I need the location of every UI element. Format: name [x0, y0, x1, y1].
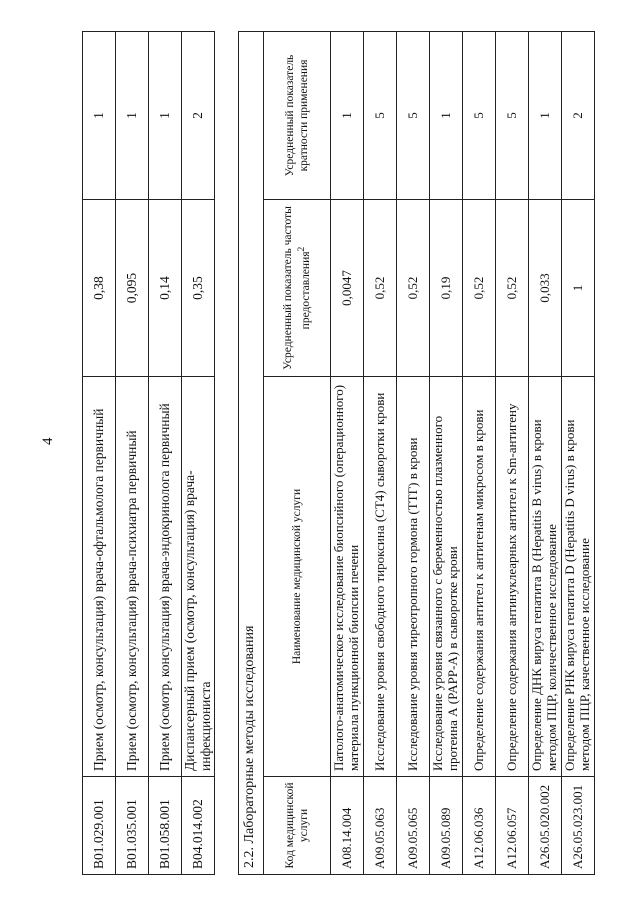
cell-frequency: 0,35	[182, 200, 215, 377]
table-row	[83, 32, 116, 875]
table-row	[149, 32, 182, 875]
cell-name: Определение содержания антинуклеарных антител к Sm-антигену	[496, 377, 529, 777]
cell-multiplicity: 1	[83, 32, 116, 200]
cell-code: A09.05.065	[397, 777, 430, 875]
cell-frequency: 0,52	[397, 200, 430, 377]
lab-methods-table	[263, 31, 595, 875]
cell-frequency: 0,52	[364, 200, 397, 377]
cell-multiplicity: 2	[182, 32, 215, 200]
table-row	[182, 32, 215, 875]
cell-code: A12.06.036	[463, 777, 496, 875]
cell-frequency: 0,0047	[331, 200, 364, 377]
cell-name: Прием (осмотр, консультация) врача-офтальмолога первичный	[83, 377, 116, 777]
cell-frequency: 0,14	[149, 200, 182, 377]
table-row	[397, 32, 430, 875]
cell-code: A12.06.057	[496, 777, 529, 875]
table-header-row	[264, 32, 331, 875]
cell-code: B01.035.001	[116, 777, 149, 875]
cell-code: A08.14.004	[331, 777, 364, 875]
cell-name: Определение ДНК вируса гепатита В (Hepatitis B virus) в крови методом ПЦР, количественное исследование	[529, 377, 562, 777]
cell-multiplicity: 1	[116, 32, 149, 200]
header-code: Код медицинской услуги	[264, 777, 331, 875]
cell-name: Прием (осмотр, консультация) врача-психиатра первичный	[116, 377, 149, 777]
cell-multiplicity: 1	[331, 32, 364, 200]
table-row	[463, 32, 496, 875]
cell-multiplicity: 1	[529, 32, 562, 200]
cell-multiplicity: 1	[149, 32, 182, 200]
cell-code: A26.05.023.001	[562, 777, 595, 875]
cell-name: Прием (осмотр, консультация) врача-эндокринолога первичный	[149, 377, 182, 777]
cell-name: Исследование уровня свободного тироксина (СТ4) сыворотки крови	[364, 377, 397, 777]
consultations-table	[82, 31, 215, 875]
header-frequency	[264, 200, 331, 377]
table-row	[331, 32, 364, 875]
cell-frequency: 0,38	[83, 200, 116, 377]
cell-name: Патолого-анатомическое исследование биопсийного (операционного) материала пункционной биопсии печени	[331, 377, 364, 777]
table-row	[364, 32, 397, 875]
cell-frequency: 0,19	[430, 200, 463, 377]
table-row	[529, 32, 562, 875]
page-number: 4	[40, 437, 56, 445]
cell-frequency: 1	[562, 200, 595, 377]
cell-name: Определение содержания антител к антигенам микросом в крови	[463, 377, 496, 777]
cell-name: Диспансерный прием (осмотр, консультация) врача-инфекциониста	[182, 377, 215, 777]
table-row	[430, 32, 463, 875]
cell-multiplicity: 5	[364, 32, 397, 200]
cell-frequency: 0,095	[116, 200, 149, 377]
cell-multiplicity: 2	[562, 32, 595, 200]
header-frequency-text: Усредненный показатель частоты предоставления	[282, 206, 312, 370]
cell-multiplicity: 5	[496, 32, 529, 200]
table-row	[116, 32, 149, 875]
table-row	[562, 32, 595, 875]
cell-code: B01.029.001	[83, 777, 116, 875]
cell-code: B01.058.001	[149, 777, 182, 875]
cell-name: Определение РНК вируса гепатита D (Hepatitis D virus) в крови методом ПЦР, качественное исследование	[562, 377, 595, 777]
section-title: 2.2. Лабораторные методы исследования	[238, 31, 264, 875]
cell-code: A09.05.063	[364, 777, 397, 875]
cell-frequency: 0,52	[496, 200, 529, 377]
cell-code: A09.05.089	[430, 777, 463, 875]
cell-code: A26.05.020.002	[529, 777, 562, 875]
header-frequency-footnote: 2	[295, 246, 307, 252]
cell-frequency: 0,033	[529, 200, 562, 377]
cell-multiplicity: 5	[397, 32, 430, 200]
cell-code: B04.014.002	[182, 777, 215, 875]
cell-frequency: 0,52	[463, 200, 496, 377]
table-row	[496, 32, 529, 875]
cell-name: Исследование уровня связанного с беременностью плазменного протеина А (PAPP-A) в сыворотке крови	[430, 377, 463, 777]
header-name: Наименование медицинской услуги	[264, 377, 331, 777]
header-multiplicity: Усредненный показатель кратности применения	[264, 32, 331, 200]
cell-name: Исследование уровня тиреотропного гормона (ТТГ) в крови	[397, 377, 430, 777]
cell-multiplicity: 5	[463, 32, 496, 200]
cell-multiplicity: 1	[430, 32, 463, 200]
